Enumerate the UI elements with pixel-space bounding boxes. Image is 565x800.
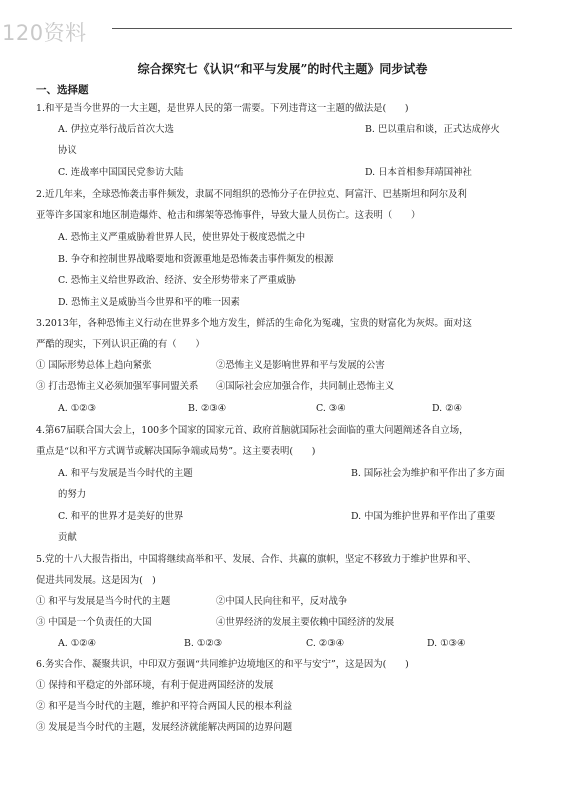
question-3-statement-1: ① 国际形势总体上趋向紧张 <box>36 360 152 371</box>
question-5-stem: 5.党的十八大报告指出，中国将继续高举和平、发展、合作、共赢的旗帜，坚定不移致力于维护世界和平、 <box>36 554 477 565</box>
question-3-option-b: B. ②③④ <box>188 403 227 414</box>
question-5-option-b: B. ①②③ <box>184 638 223 649</box>
question-4-option-b-cont: 的努力 <box>58 489 87 500</box>
question-6-statement-3: ③ 发展是当今时代的主题，发展经济就能解决两国的边界问题 <box>36 722 293 733</box>
question-3-option-a: A. ①②③ <box>58 403 96 414</box>
question-5-option-a: A. ①②④ <box>58 638 96 649</box>
question-1-option-c: C. 连战率中国国民党参访大陆 <box>58 167 184 178</box>
question-2-option-c: C. 恐怖主义给世界政治、经济、安全形势带来了严重威胁 <box>58 275 296 286</box>
question-5-statement-3: ③ 中国是一个负责任的大国 <box>36 617 152 628</box>
question-2-option-b: B. 争夺和控制世界战略要地和资源重地是恐怖袭击事件频发的根源 <box>58 254 334 265</box>
question-5-option-c: C. ②③④ <box>306 638 345 649</box>
question-2-stem-cont: 亚等许多国家和地区制造爆炸、枪击和绑架等恐怖事件，导致大量人员伤亡。这表明（ ） <box>36 210 421 221</box>
question-1-option-b-cont: 协议 <box>58 145 77 156</box>
question-5-statement-2: ②中国人民向往和平，反对战争 <box>216 596 348 607</box>
question-3-option-c: C. ③④ <box>316 403 346 414</box>
page-title: 综合探究七《认识“和平与发展”的时代主题》同步试卷 <box>137 62 428 76</box>
watermark-logo: 120资料 <box>2 21 87 45</box>
question-1-option-d: D. 日本首相参拜靖国神社 <box>365 167 472 178</box>
question-4-option-b: B. 国际社会为维护和平作出了多方面 <box>351 468 505 479</box>
question-1-stem: 1.和平是当今世界的一大主题，是世界人民的第一需要。下列违背这一主题的做法是( ) <box>36 103 409 114</box>
question-2-option-d: D. 恐怖主义是威胁当今世界和平的唯一因素 <box>58 297 240 308</box>
question-5-statement-1: ① 和平与发展是当今时代的主题 <box>36 596 171 607</box>
question-6-stem: 6.务实合作、凝聚共识，中印双方强调“共同维护边境地区的和平与安宁”，这是因为( ) <box>36 659 409 670</box>
question-3-statement-4: ④国际社会应加强合作，共同制止恐怖主义 <box>216 381 395 392</box>
question-4-option-c: C. 和平的世界才是美好的世界 <box>58 511 184 522</box>
question-6-statement-2: ② 和平是当今时代的主题，维护和平符合两国人民的根本利益 <box>36 701 293 712</box>
question-4-option-a: A. 和平与发展是当今时代的主题 <box>58 468 193 479</box>
question-4-option-d-cont: 贡献 <box>58 532 77 543</box>
question-4-option-d: D. 中国为维护世界和平作出了重要 <box>351 511 496 522</box>
question-4-stem: 4.第67届联合国大会上，100多个国家的国家元首、政府首脑就国际社会面临的重大问题阐述各自立场， <box>36 425 469 436</box>
question-1-option-b: B. 巴以重启和谈，正式达成停火 <box>365 124 500 135</box>
question-2-stem: 2.近几年来，全球恐怖袭击事件频发，隶属不同组织的恐怖分子在伊拉克、阿富汗、巴基斯坦和阿尔及利 <box>36 189 467 200</box>
question-2-option-a: A. 恐怖主义严重威胁着世界人民，使世界处于极度恐慌之中 <box>58 232 306 243</box>
question-5-stem-cont: 促进共同发展。这是因为( ) <box>36 575 156 586</box>
question-3-statement-3: ③ 打击恐怖主义必须加强军事同盟关系 <box>36 381 199 392</box>
question-3-stem: 3.2013年，各种恐怖主义行动在世界多个地方发生，鲜活的生命化为冤魂，宝贵的财富化为灰烬。面对这 <box>36 318 472 329</box>
question-5-option-d: D. ①③④ <box>427 638 466 649</box>
question-5-statement-4: ④世界经济的发展主要依赖中国经济的发展 <box>216 617 395 628</box>
question-3-stem-cont: 严酷的现实，下列认识正确的有（ ） <box>36 339 205 350</box>
question-3-statement-2: ②恐怖主义是影响世界和平与发展的公害 <box>216 360 385 371</box>
question-4-stem-cont: 重点是“以和平方式调节或解决国际争端或局势”。这主要表明( ) <box>36 446 316 457</box>
question-6-statement-1: ① 保持和平稳定的外部环境，有利于促进两国经济的发展 <box>36 680 274 691</box>
header-rule <box>112 28 512 29</box>
question-1-option-a: A. 伊拉克举行战后首次大选 <box>58 124 174 135</box>
section-heading: 一、选择题 <box>36 84 89 96</box>
question-3-option-d: D. ②④ <box>432 403 462 414</box>
